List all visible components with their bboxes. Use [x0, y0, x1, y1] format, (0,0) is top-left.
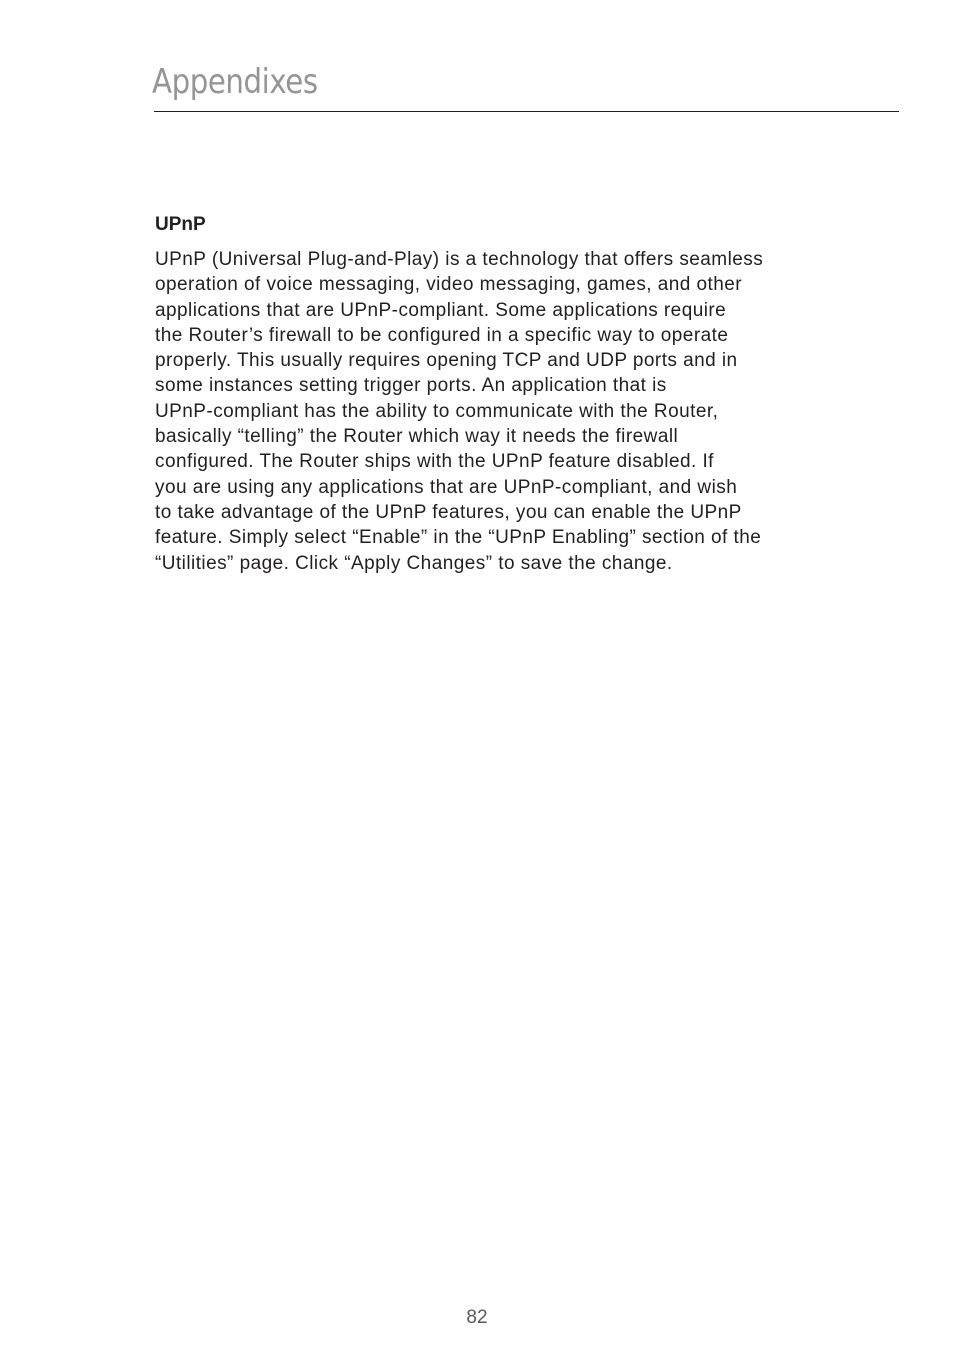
body-line: to take advantage of the UPnP features, you can enable the UPnP	[155, 501, 742, 523]
chapter-title: Appendixes	[152, 62, 318, 102]
body-line: configured. The Router ships with the UPnP feature disabled. If	[155, 451, 714, 473]
body-line: basically “telling” the Router which way it needs the firewall	[155, 426, 679, 448]
body-line: properly. This usually requires opening TCP and UDP ports and in	[155, 350, 738, 372]
body-line: some instances setting trigger ports. An application that is	[155, 375, 667, 397]
title-divider	[154, 111, 899, 112]
body-line: operation of voice messaging, video messaging, games, and other	[155, 274, 743, 296]
body-line: the Router’s firewall to be configured in a specific way to operate	[155, 324, 729, 346]
section-body	[155, 247, 875, 576]
section-upnp	[155, 213, 875, 576]
body-line: UPnP-compliant has the ability to communicate with the Router,	[155, 400, 719, 422]
body-line: applications that are UPnP-compliant. Some applications require	[155, 299, 727, 321]
body-line: you are using any applications that are UPnP-compliant, and wish	[155, 476, 738, 498]
page-number: 82	[466, 1307, 488, 1328]
body-line: “Utilities” page. Click “Apply Changes” to save the change.	[155, 552, 673, 574]
body-line: UPnP (Universal Plug-and-Play) is a technology that offers seamless	[155, 249, 764, 270]
body-line: feature. Simply select “Enable” in the “UPnP Enabling” section of the	[155, 527, 762, 549]
section-heading: UPnP	[155, 214, 206, 235]
